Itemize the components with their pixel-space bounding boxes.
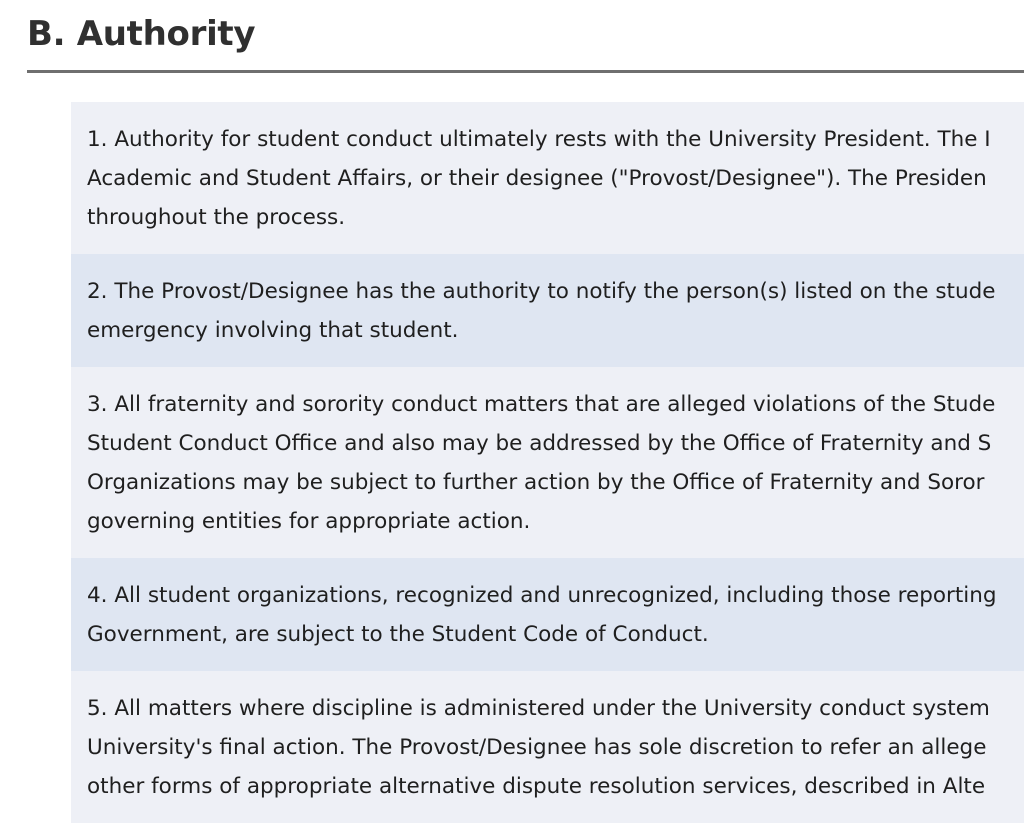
item-text-line: 2. The Provost/Designee has the authority to notify the person(s) listed on the stude (87, 279, 996, 304)
authority-list (71, 102, 1024, 799)
item-text-line: emergency involving that student. (87, 318, 459, 343)
item-text-line: 1. Authority for student conduct ultimately rests with the University President. The I (87, 127, 991, 152)
item-text-line: 5. All matters where discipline is administered under the University conduct system (87, 696, 990, 721)
item-text-line: throughout the process. (87, 205, 346, 230)
item-text-line: University's final action. The Provost/Designee has sole discretion to refer an allege (87, 735, 987, 760)
section-title: B. Authority (27, 14, 256, 54)
item-text-line: governing entities for appropriate action. (87, 509, 531, 534)
item-text-line: Government, are subject to the Student Code of Conduct. (87, 622, 709, 647)
list-item (71, 558, 1024, 671)
item-text-line: Student Conduct Office and also may be addressed by the Office of Fraternity and S (87, 431, 992, 456)
list-item (71, 102, 1024, 254)
item-text-line: other forms of appropriate alternative dispute resolution services, described in Alte (87, 774, 986, 799)
section-title-divider (27, 70, 1024, 73)
list-item (71, 254, 1024, 367)
list-item (71, 671, 1024, 823)
list-item (71, 367, 1024, 558)
item-text-line: Organizations may be subject to further action by the Office of Fraternity and Soror (87, 470, 985, 495)
item-text-line: 4. All student organizations, recognized and unrecognized, including those reporting (87, 583, 997, 608)
item-text-line: 3. All fraternity and sorority conduct matters that are alleged violations of the Stude (87, 392, 996, 417)
item-text-line: Academic and Student Affairs, or their designee ("Provost/Designee"). The Presiden (87, 166, 987, 191)
